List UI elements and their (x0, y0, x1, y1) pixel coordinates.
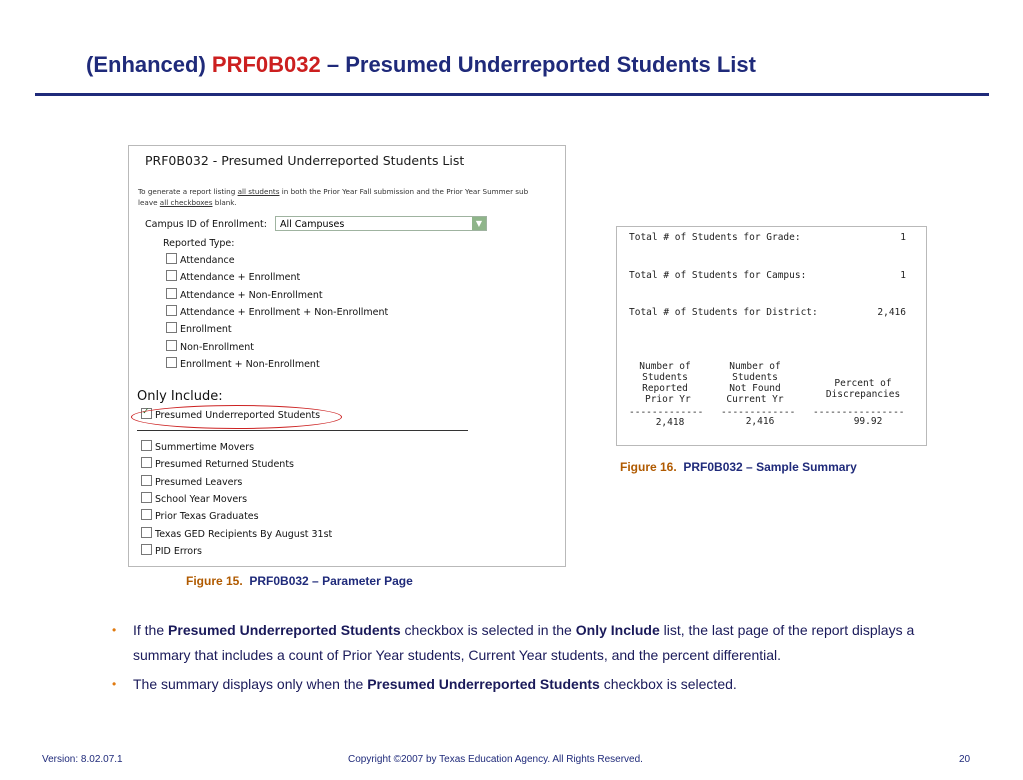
parameter-page-screenshot (128, 145, 566, 567)
bullet-item (112, 618, 932, 668)
option-label: Non-Enrollment (180, 342, 255, 353)
campus-total-value: 1 (900, 270, 906, 281)
sample-summary-screenshot (616, 226, 927, 446)
checkbox[interactable] (166, 270, 177, 281)
reported-type-label: Reported Type: (163, 238, 235, 249)
only-include-option[interactable] (141, 527, 332, 541)
checkbox[interactable] (166, 357, 177, 368)
version-label: Version: 8.02.07.1 (42, 754, 123, 765)
option-label: Presumed Underreported Students (155, 410, 321, 421)
option-label: School Year Movers (155, 494, 248, 505)
copyright-notice: Copyright ©2007 by Texas Education Agency. All Rights Reserved. (348, 754, 643, 765)
prior-year-column-header: Number of Students Reported Prior Yr (639, 361, 691, 405)
checkbox[interactable] (141, 527, 152, 538)
bullet-text: list, the last page of the report displays a summary that includes a count of Prior Year students, Current Year students, and the percent differential. (133, 622, 915, 663)
column-divider: ------------- (721, 407, 796, 418)
figure-16-caption (620, 460, 857, 474)
reported-type-option[interactable] (166, 288, 323, 302)
title-prefix: (Enhanced) (86, 52, 212, 77)
option-label: Attendance (180, 255, 235, 266)
column-divider: ---------------- (813, 407, 905, 418)
checkbox[interactable] (141, 492, 152, 503)
bullet-text: checkbox is selected in the (400, 622, 576, 638)
figure-15-caption (186, 574, 413, 588)
reported-type-option[interactable] (166, 357, 320, 371)
campus-total-label: Total # of Students for Campus: (629, 270, 807, 281)
discrepancy-column-header: Percent of Discrepancies (825, 378, 901, 400)
option-label: Presumed Leavers (155, 477, 243, 488)
option-label: PID Errors (155, 546, 202, 557)
bullet-icon: • (112, 677, 117, 691)
checkbox[interactable] (166, 305, 177, 316)
desc-text: blank. (212, 198, 237, 207)
grade-total-value: 1 (900, 232, 906, 243)
option-label: Attendance + Enrollment (180, 272, 301, 283)
district-total-label: Total # of Students for District: (629, 307, 818, 318)
bullet-bold-text: Only Include (575, 622, 660, 638)
chevron-down-icon[interactable]: ▼ (472, 217, 486, 230)
parameter-page-title: PRF0B032 - Presumed Underreported Students List (145, 153, 465, 168)
bullet-text: If the (133, 622, 169, 638)
title-divider (35, 93, 989, 96)
separator (137, 430, 468, 431)
prior-year-count: 2,418 (655, 417, 685, 428)
bullet-icon: • (112, 623, 117, 637)
reported-type-option[interactable] (166, 340, 254, 354)
reported-type-option[interactable] (166, 270, 300, 284)
checkbox[interactable] (141, 475, 152, 486)
only-include-option[interactable] (141, 475, 242, 489)
figure-caption-text: PRF0B032 – Parameter Page (249, 574, 413, 588)
slide-title (86, 52, 756, 78)
desc-text: leave (138, 198, 160, 207)
figure-label: Figure 16. (620, 460, 677, 474)
all-checkboxes-link[interactable]: all checkboxes (159, 198, 213, 207)
bullet-bold-text: Presumed Underreported Students (168, 622, 401, 638)
option-label: Enrollment (180, 324, 232, 335)
checkbox[interactable] (141, 440, 152, 451)
bullet-text: checkbox is selected. (599, 676, 737, 692)
only-include-option[interactable] (141, 457, 294, 471)
title-suffix: – Presumed Underreported Students List (320, 52, 756, 77)
option-label: Texas GED Recipients By August 31st (155, 529, 333, 540)
desc-text: in both the Prior Year Fall submission and the Prior Year Summer sub (279, 187, 529, 196)
bullet-list (112, 618, 932, 701)
checkbox[interactable] (166, 340, 177, 351)
discrepancy-percent: 99.92 (853, 416, 883, 427)
only-include-option[interactable] (141, 509, 259, 523)
bullet-bold-text: Presumed Underreported Students (367, 676, 600, 692)
checkbox[interactable] (141, 457, 152, 468)
checkbox[interactable] (141, 509, 152, 520)
reported-type-option[interactable] (166, 305, 388, 319)
page-number: 20 (959, 754, 971, 765)
campus-id-select[interactable] (275, 216, 487, 231)
option-label: Presumed Returned Students (155, 459, 294, 470)
district-total-value: 2,416 (877, 307, 906, 318)
reported-type-option[interactable] (166, 322, 232, 336)
reported-type-option[interactable] (166, 253, 235, 267)
campus-id-label: Campus ID of Enrollment: (145, 219, 267, 230)
only-include-option[interactable] (141, 492, 247, 506)
current-year-count: 2,416 (745, 416, 775, 427)
highlight-circle (131, 405, 342, 429)
desc-text: To generate a report listing (138, 187, 238, 196)
title-report-code: PRF0B032 (211, 52, 321, 77)
checkbox[interactable] (166, 322, 177, 333)
current-year-column-header: Number of Students Not Found Current Yr (726, 361, 784, 405)
checkbox[interactable] (166, 253, 177, 264)
bullet-item (112, 672, 932, 697)
only-include-option[interactable] (141, 544, 202, 558)
parameter-description (138, 186, 528, 208)
option-label: Prior Texas Graduates (155, 511, 259, 522)
option-label: Attendance + Non-Enrollment (180, 290, 323, 301)
grade-total-label: Total # of Students for Grade: (629, 232, 801, 243)
option-label: Enrollment + Non-Enrollment (180, 359, 320, 370)
option-label: Attendance + Enrollment + Non-Enrollment (180, 307, 389, 318)
all-students-link[interactable]: all students (237, 187, 280, 196)
figure-caption-text: PRF0B032 – Sample Summary (683, 460, 857, 474)
option-label: Summertime Movers (155, 442, 255, 453)
figure-label: Figure 15. (186, 574, 243, 588)
bullet-text: The summary displays only when the (133, 676, 368, 692)
checkbox[interactable] (141, 544, 152, 555)
only-include-option[interactable] (141, 440, 254, 454)
column-divider: ------------- (629, 407, 704, 418)
campus-id-value: All Campuses (280, 219, 345, 230)
checkbox[interactable] (166, 288, 177, 299)
only-include-heading: Only Include: (137, 389, 223, 404)
